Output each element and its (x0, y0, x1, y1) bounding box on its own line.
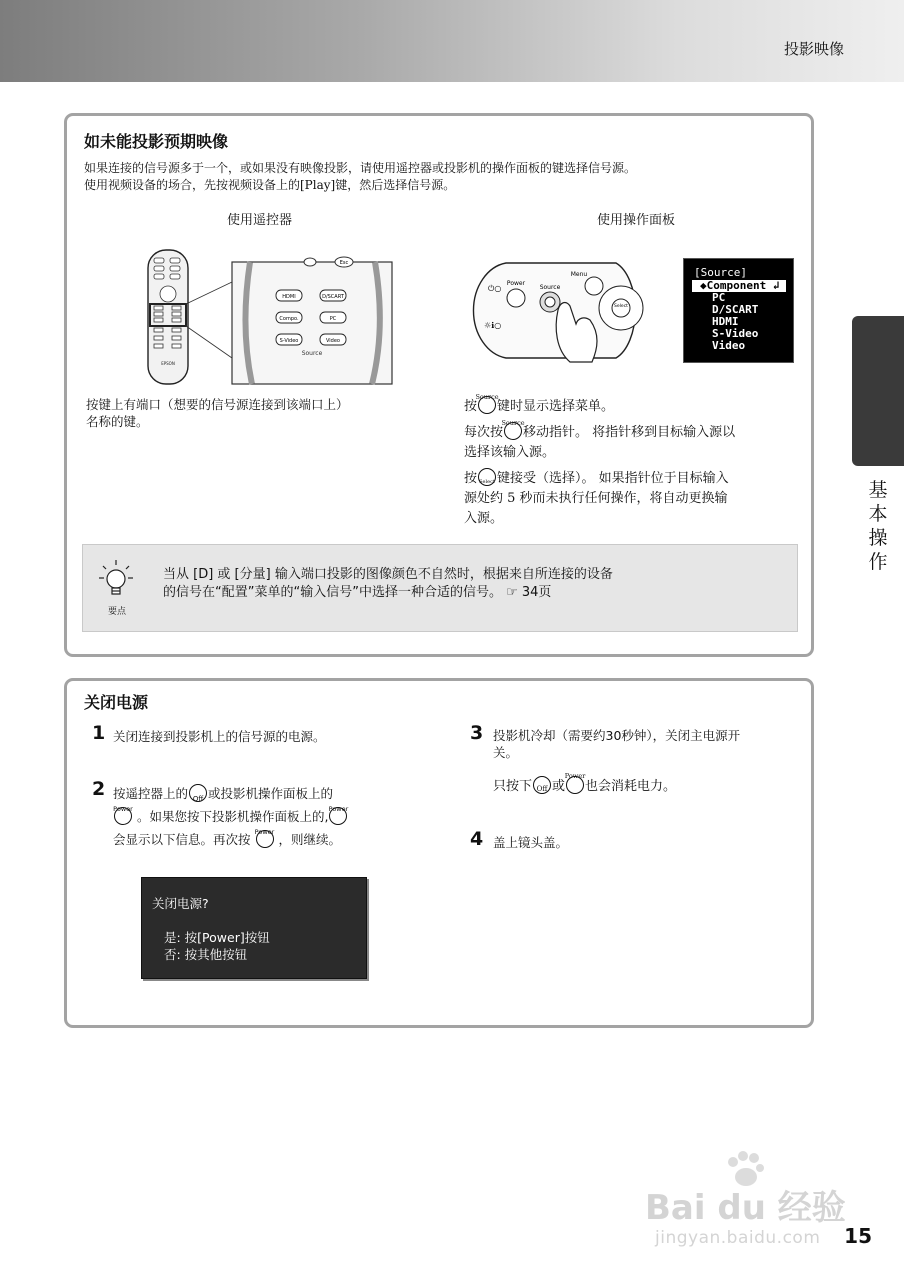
power-button-icon: Power (114, 807, 132, 825)
step-3-text: 投影机冷却（需要约30秒钟），关闭主电源开 关。 (493, 728, 741, 760)
panel-instruction-2: 每次按 Source 移动指针。 将指针移到目标输入源以 选择该输入源。 (464, 419, 736, 460)
status-lights: ☼ℹ○ (484, 321, 502, 330)
select-button-icon: Select (478, 468, 496, 486)
step-1-text: 关闭连接到投影机上的信号源的电源。 (113, 729, 326, 744)
page-reference-icon: ☞ (506, 585, 518, 600)
step-4-text: 盖上镜头盖。 (493, 835, 569, 850)
control-panel-illustration (466, 258, 646, 368)
remote-caption-line-1: 按键上有端口（想要的信号源连接到该端口上） (86, 397, 349, 412)
step-4-number: 4 (470, 828, 484, 850)
svg-text:Source: Source (539, 284, 561, 291)
source-menu-title: [Source] (694, 266, 747, 279)
remote-key-label: Compo. (279, 316, 299, 322)
lightbulb-icon (96, 558, 136, 602)
source-menu-item[interactable]: HDMI (712, 315, 739, 328)
power-off-dialog-yes: 是: 按[Power]按钮 (164, 930, 270, 945)
source-menu-item[interactable]: PC (712, 291, 726, 304)
step-3-number: 3 (470, 722, 484, 744)
panel-instruction-3: 按 Select 键接受（选择）。 如果指针位于目标输入 源处约 5 秒而未执行任何操作，将自动更换输 入源。 (464, 468, 729, 529)
remote-esc-key: Esc (339, 260, 349, 266)
power-button-icon: Power (329, 807, 347, 825)
power-button-icon: Power (256, 830, 274, 848)
power-symbol: ⏻○ (488, 284, 502, 293)
power-off-dialog-title: 关闭电源? (152, 896, 209, 911)
source-menu-item[interactable]: ◆Component ↲ (692, 280, 786, 292)
source-menu-item[interactable]: S-Video (712, 327, 759, 340)
step-3-note: 只按下 Off 或 Power 也会消耗电力。 (493, 772, 677, 794)
off-button-icon: Off (189, 784, 207, 802)
baidu-watermark (645, 1150, 855, 1260)
remote-illustration (140, 248, 400, 388)
chapter-tab (852, 316, 904, 466)
remote-heading: 使用遥控器 (227, 213, 293, 228)
source-button-icon: Source (478, 396, 496, 414)
panel-heading: 使用操作面板 (597, 213, 676, 228)
source-menu-item[interactable]: D/SCART (712, 303, 759, 316)
intro-line-2: 使用视频设备的场合，先按视频设备上的[Play]键，然后选择信号源。 (84, 178, 456, 192)
source-button-icon: Source (504, 422, 522, 440)
header-band (0, 0, 904, 82)
remote-source-label: Source (301, 350, 323, 357)
step-1-number: 1 (92, 722, 106, 744)
chapter-label: 基本操作 (868, 479, 888, 573)
remote-key-label: D/SCART (322, 294, 344, 300)
remote-brand: EPSON (161, 361, 175, 366)
tip-icon-label: 要点 (108, 607, 127, 617)
power-button-icon: Power (566, 776, 584, 794)
step-2-text: 按遥控器上的 Off 或投影机操作面板上的 Power 。如果您按下投影机操作面板上的, Power 会显示以下信息。再次按 Power ，则继续。 (113, 786, 349, 847)
remote-key-label: HDMI (282, 294, 296, 300)
panel-power-off-title: 关闭电源 (84, 693, 149, 712)
panel-no-image-title: 如未能投影预期映像 (84, 132, 229, 151)
svg-text:Select: Select (614, 304, 628, 309)
remote-caption-line-2: 名称的键。 (86, 414, 149, 429)
section-title: 投影映像 (783, 40, 844, 58)
off-button-icon: Off (533, 776, 551, 794)
remote-key-label: Video (325, 338, 341, 344)
power-off-dialog-no: 否: 按其他按钮 (164, 947, 248, 962)
remote-key-label: PC (329, 316, 337, 322)
watermark-url: jingyan.baidu.com (655, 1228, 821, 1248)
source-menu (683, 258, 794, 363)
watermark-brand: Bai du 经验 (645, 1188, 846, 1228)
intro-line-1: 如果连接的信号源多于一个，或如果没有映像投影，请使用遥控器或投影机的操作面板的键选择信号源。 (84, 161, 637, 175)
page-number: 15 (844, 1224, 872, 1248)
tip-line-2: 的信号在“配置”菜单的“输入信号”中选择一种合适的信号。 ☞ 34页 (163, 585, 552, 600)
power-off-dialog (141, 877, 367, 979)
svg-text:Power: Power (506, 280, 526, 287)
remote-key-label: S-Video (279, 338, 299, 344)
svg-text:Menu: Menu (570, 271, 588, 278)
panel-instruction-1: 按 Source 键时显示选择菜单。 (464, 393, 615, 414)
tip-page-reference[interactable]: 34页 (521, 585, 552, 600)
step-2-number: 2 (92, 778, 106, 800)
source-menu-items (692, 280, 786, 352)
tip-line-1: 当从 [D] 或 [分量] 输入端口投影的图像颜色不自然时，根据来自所连接的设备 (163, 567, 613, 582)
source-menu-item[interactable]: Video (712, 339, 746, 352)
